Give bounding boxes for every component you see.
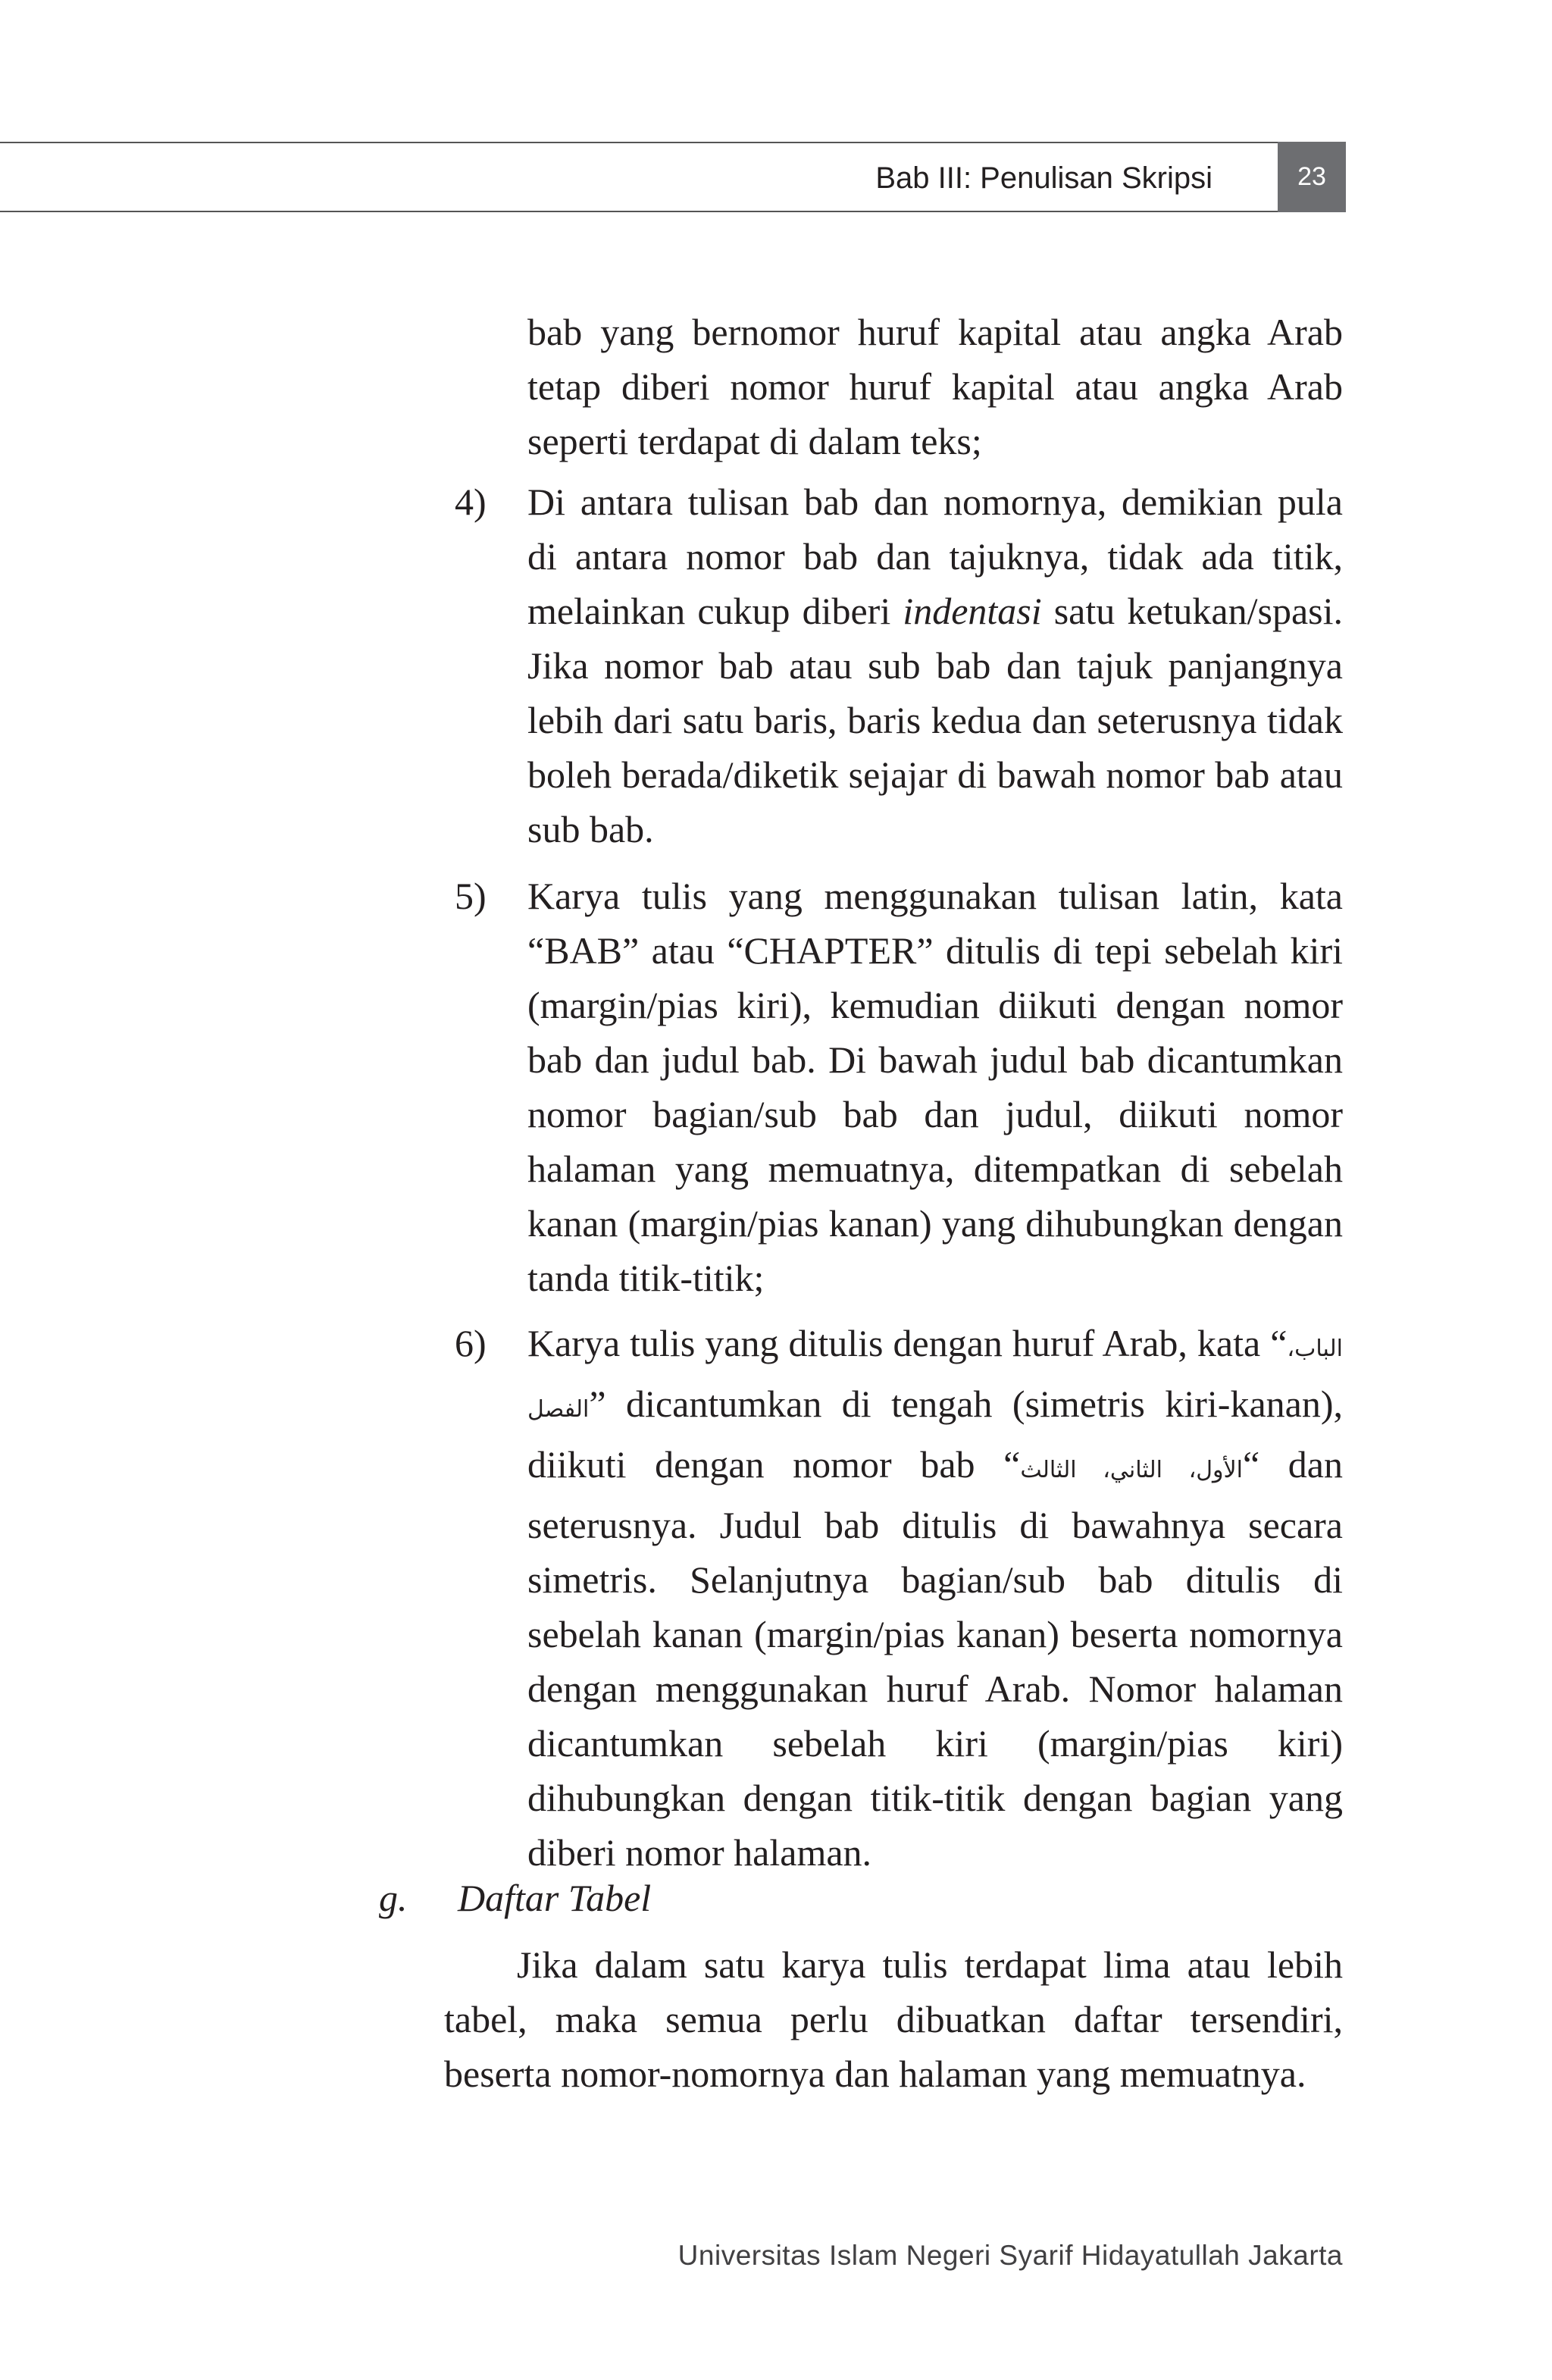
item-4-text-after: satu ketukan/spasi. Jika nomor bab atau sub bab dan tajuk panjangnya lebih dari satu baris, baris kedua dan seterusnya tidak boleh berada/diketik sejajar di bawah nomor bab atau sub bab. bbox=[527, 590, 1343, 850]
item-number-6: 6) bbox=[455, 1322, 487, 1364]
arabic-term-bab-fasl: الباب، الفصل bbox=[527, 1336, 1343, 1423]
running-head: Bab III: Penulisan Skripsi bbox=[875, 161, 1212, 195]
section-title: Daftar Tabel bbox=[458, 1877, 652, 1919]
item-number-5: 5) bbox=[455, 875, 487, 917]
item-4-text-before: Di antara tulisan bab dan nomornya, demikian pula di antara nomor bab dan tajuknya, tidak ada titik, melainkan cukup diberi bbox=[527, 481, 1343, 632]
section-letter: g. bbox=[379, 1877, 408, 1919]
page-number: 23 bbox=[1278, 142, 1346, 212]
item-6-part-3: “ dan seterusnya. Judul bab ditulis di bawahnya secara simetris. Selanjutnya bagian/sub bab ditulis di sebelah kanan (margin/pias kanan) beserta nomornya dengan menggunakan huruf Arab. Nomor halaman dicantumkan sebelah kiri (margin/pias kiri) dihubungkan dengan titik-titik dengan bagian yang diberi nomor halaman. bbox=[527, 1443, 1343, 1874]
item-text-5: Karya tulis yang menggunakan tulisan latin, kata “BAB” atau “CHAPTER” ditulis di tepi sebelah kiri (margin/pias kiri), kemudian diikuti dengan nomor bab dan judul bab. Di bawah judul bab dicantumkan nomor bagian/sub bab dan judul, diikuti nomor halaman yang memuatnya, ditempatkan di sebelah kanan (margin/pias kanan) yang dihubungkan dengan tanda titik-titik; bbox=[527, 875, 1343, 1299]
item-6-part-2: ” dicantumkan di tengah (simetris kiri-kanan), diikuti dengan nomor bab “ bbox=[527, 1383, 1343, 1486]
header-rule-top bbox=[0, 142, 1278, 143]
item-text-6 bbox=[527, 1316, 1343, 1880]
header-rule-bottom bbox=[0, 211, 1278, 212]
section-paragraph: Jika dalam satu karya tulis terdapat lima atau lebih tabel, maka semua perlu dibuatkan daftar tersendiri, beserta nomor-nomornya dan halaman yang memuatnya. bbox=[444, 1943, 1343, 2095]
continuation-paragraph: bab yang bernomor huruf kapital atau angka Arab tetap diberi nomor huruf kapital atau angka Arab seperti terdapat di dalam teks; bbox=[527, 311, 1343, 462]
item-text-4 bbox=[527, 474, 1343, 856]
item-4-italic-term: indentasi bbox=[903, 590, 1042, 632]
footer-institution: Universitas Islam Negeri Syarif Hidayatullah Jakarta bbox=[677, 2240, 1343, 2271]
arabic-ordinals: الأول، الثاني، الثالث bbox=[1020, 1457, 1243, 1483]
item-number-4: 4) bbox=[455, 481, 487, 523]
item-6-part-1: Karya tulis yang ditulis dengan huruf Arab, kata “ bbox=[527, 1322, 1288, 1364]
